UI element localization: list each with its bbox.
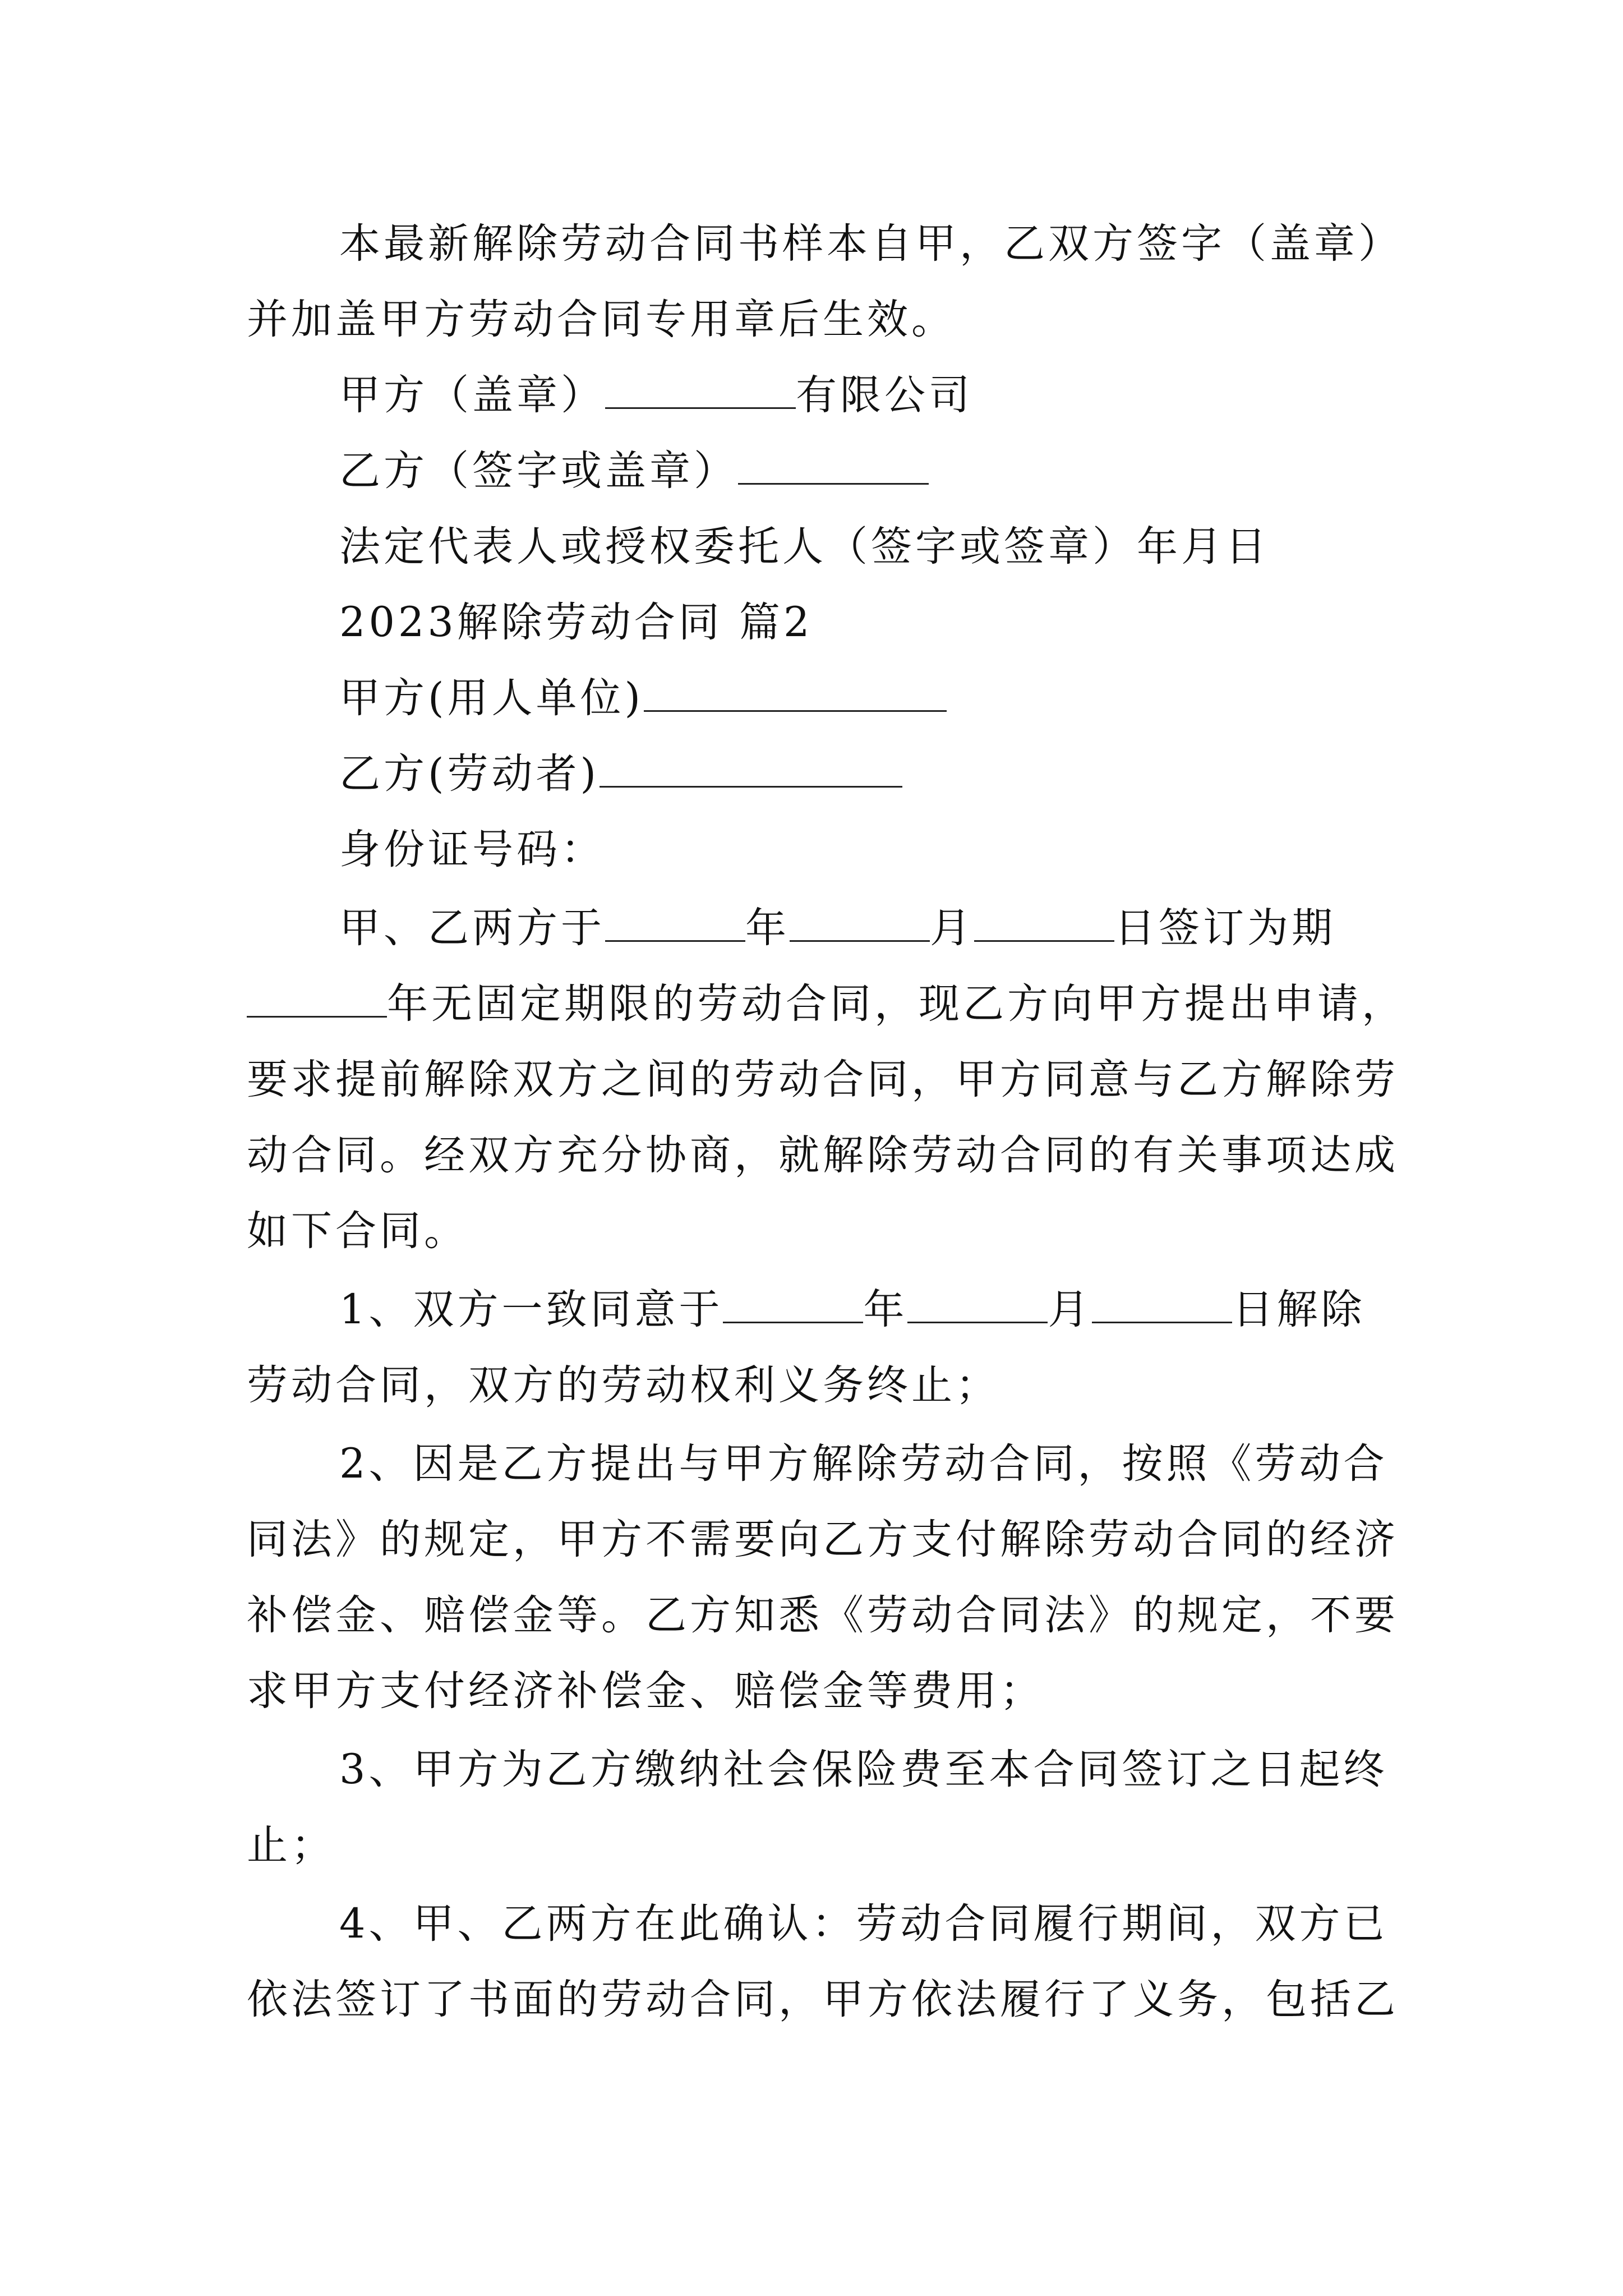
para2-text-b: 年 bbox=[745, 904, 790, 952]
item1-text-c: 月 bbox=[1048, 1286, 1092, 1333]
sign-day-blank[interactable] bbox=[974, 901, 1114, 942]
item3-line1: 3、甲方为乙方缴纳社会保险费至本合同签订之日起终 bbox=[339, 1746, 1388, 1793]
item1-text-b: 年 bbox=[863, 1286, 908, 1333]
party-b-blank[interactable] bbox=[738, 444, 929, 485]
item2-line2: 同法》的规定，甲方不需要向乙方支付解除劳动合同的经济 bbox=[247, 1516, 1399, 1563]
sign-month-blank[interactable] bbox=[790, 901, 930, 942]
party-a-seal-line bbox=[339, 367, 1472, 424]
item3-line2: 止； bbox=[247, 1821, 335, 1869]
para2-line3: 要求提前解除双方之间的劳动合同，甲方同意与乙方解除劳 bbox=[247, 1056, 1399, 1103]
party-a-blank[interactable] bbox=[605, 368, 796, 409]
item4-line1: 4、甲、乙两方在此确认：劳动合同履行期间，双方已 bbox=[339, 1900, 1388, 1948]
item2-line3: 补偿金、赔偿金等。乙方知悉《劳动合同法》的规定，不要 bbox=[247, 1591, 1399, 1639]
legal-rep-line: 法定代表人或授权委托人（签字或签章）年月日 bbox=[339, 523, 1270, 570]
employer-label: 甲方(用人单位) bbox=[339, 674, 644, 722]
para2-line2 bbox=[247, 976, 1406, 1032]
terminate-month-blank[interactable] bbox=[907, 1282, 1048, 1323]
employee-blank[interactable] bbox=[600, 747, 902, 788]
sign-year-blank[interactable] bbox=[605, 901, 745, 942]
para2-line1 bbox=[339, 900, 1472, 956]
para2-line5: 如下合同。 bbox=[247, 1207, 468, 1255]
para1-line1: 本最新解除劳动合同书样本自甲，乙双方签字（盖章） bbox=[339, 220, 1403, 268]
term-years-blank[interactable] bbox=[247, 977, 387, 1018]
item1-line2: 劳动合同，双方的劳动权利义务终止； bbox=[247, 1361, 1000, 1409]
para2-text-c: 月 bbox=[930, 904, 974, 952]
employee-label: 乙方(劳动者) bbox=[339, 750, 600, 798]
para2-text-a: 甲、乙两方于 bbox=[339, 904, 605, 952]
party-b-sign-line bbox=[339, 443, 1472, 499]
item1-text-d: 日解除 bbox=[1232, 1286, 1366, 1333]
employer-line bbox=[339, 670, 1472, 726]
para2-text-l2: 年无固定期限的劳动合同，现乙方向甲方提出申请， bbox=[387, 980, 1406, 1028]
employee-line bbox=[339, 746, 1472, 802]
item4-line2: 依法签订了书面的劳动合同，甲方依法履行了义务，包括乙 bbox=[247, 1976, 1399, 2023]
item2-line1: 2、因是乙方提出与甲方解除劳动合同，按照《劳动合 bbox=[339, 1440, 1388, 1488]
terminate-day-blank[interactable] bbox=[1092, 1282, 1232, 1323]
party-a-seal-label: 甲方（盖章） bbox=[339, 371, 605, 419]
employer-blank[interactable] bbox=[644, 671, 947, 712]
para1-line2: 并加盖甲方劳动合同专用章后生效。 bbox=[247, 296, 956, 343]
id-number-label: 身份证号码： bbox=[339, 826, 605, 873]
item2-line4: 求甲方支付经济补偿金、赔偿金等费用； bbox=[247, 1667, 1044, 1715]
para2-line4: 动合同。经双方充分协商，就解除劳动合同的有关事项达成 bbox=[247, 1131, 1399, 1179]
para2-text-d: 日签订为期 bbox=[1114, 904, 1336, 952]
party-b-sign-label: 乙方（签字或盖章） bbox=[339, 447, 738, 495]
terminate-year-blank[interactable] bbox=[723, 1282, 863, 1323]
party-a-company-suffix: 有限公司 bbox=[796, 371, 973, 419]
item1-text-a: 1、双方一致同意于 bbox=[339, 1286, 723, 1333]
section-title: 2023解除劳动合同 篇2 bbox=[339, 599, 813, 646]
item1-line1 bbox=[339, 1282, 1472, 1338]
